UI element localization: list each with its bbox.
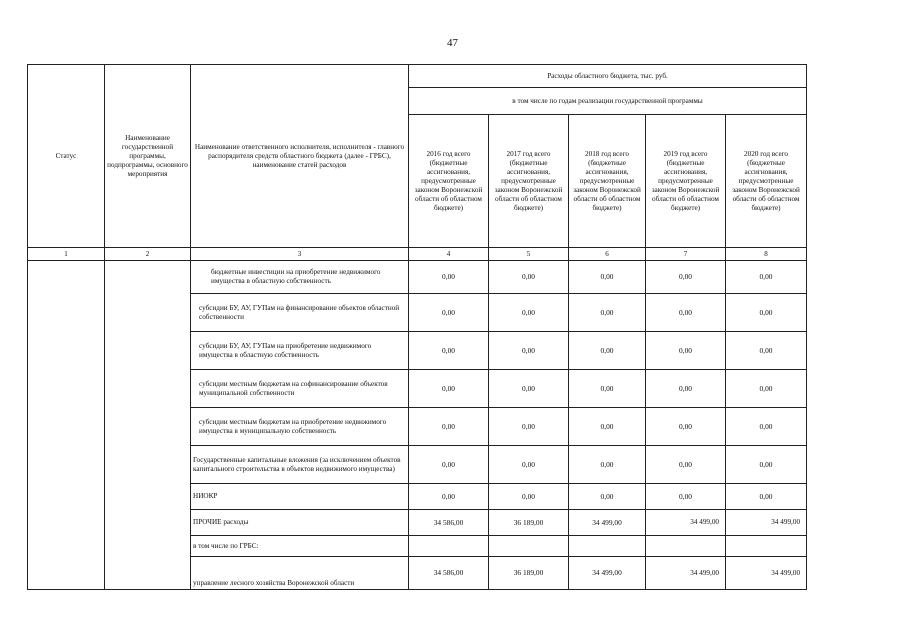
value-2020: 0,00 [726, 332, 807, 370]
header-executor: Наименование ответственного исполнителя, исполнителя - главного распорядителя средств областного бюджета (далее - ГРБС), наименование статей расходов [191, 65, 409, 248]
row-label: Государственные капитальные вложения (за исключением объектов капитального строительства в объектов недвижимого имущества) [191, 446, 409, 484]
value-2016: 34 586,00 [409, 510, 489, 536]
value-2020: 0,00 [726, 484, 807, 510]
header-year-2018: 2018 год всего (бюджетные ассигнования, предусмотренные законом Воронежской области об областном бюджете) [569, 115, 646, 248]
header-year-2017: 2017 год всего (бюджетные ассигнования, предусмотренные законом Воронежской области об областном бюджете) [489, 115, 569, 248]
header-expenses: Расходы областного бюджета, тыс. руб. [409, 65, 807, 88]
value-2019: 34 499,00 [646, 557, 726, 590]
value-2018: 0,00 [569, 408, 646, 446]
column-number-row [28, 248, 807, 261]
value-2019: 0,00 [646, 261, 726, 294]
value-2016: 0,00 [409, 484, 489, 510]
value-2017: 0,00 [489, 261, 569, 294]
value-2020: 0,00 [726, 446, 807, 484]
column-number: 5 [489, 248, 569, 261]
value-2019: 0,00 [646, 370, 726, 408]
value-2019: 0,00 [646, 446, 726, 484]
row-label: субсидии БУ, АУ, ГУПам на финансирование объектов областной собственности [191, 294, 409, 332]
row-label: бюджетные инвестиции на приобретение недвижимого имущества в областную собственность [191, 261, 409, 294]
value-2017: 36 189,00 [489, 510, 569, 536]
column-number: 3 [191, 248, 409, 261]
value-2018: 0,00 [569, 446, 646, 484]
value-2020: 34 499,00 [726, 557, 807, 590]
row-label: управление лесного хозяйства Воронежской области [191, 557, 409, 590]
value-2020: 0,00 [726, 370, 807, 408]
row-label: субсидии местным бюджетам на софинансирование объектов муниципальной собственности [191, 370, 409, 408]
row-label: в том числе по ГРБС: [191, 536, 409, 557]
column-number: 2 [105, 248, 191, 261]
value-2017: 0,00 [489, 370, 569, 408]
value-2016: 0,00 [409, 261, 489, 294]
value-2017: 36 189,00 [489, 557, 569, 590]
value-2020 [726, 536, 807, 557]
value-2017: 0,00 [489, 294, 569, 332]
value-2016: 34 586,00 [409, 557, 489, 590]
page-number: 47 [447, 37, 458, 49]
row-label: ПРОЧИЕ расходы [191, 510, 409, 536]
value-2019: 34 499,00 [646, 510, 726, 536]
column-number: 7 [646, 248, 726, 261]
value-2016: 0,00 [409, 408, 489, 446]
status-cell [28, 261, 105, 590]
value-2019: 0,00 [646, 408, 726, 446]
value-2020: 0,00 [726, 408, 807, 446]
value-2018: 0,00 [569, 332, 646, 370]
column-number: 6 [569, 248, 646, 261]
value-2016: 0,00 [409, 332, 489, 370]
program-cell [105, 261, 191, 590]
value-2016: 0,00 [409, 294, 489, 332]
value-2019: 0,00 [646, 294, 726, 332]
value-2019 [646, 536, 726, 557]
value-2018: 0,00 [569, 370, 646, 408]
row-label: НИОКР [191, 484, 409, 510]
column-number: 4 [409, 248, 489, 261]
value-2018: 0,00 [569, 261, 646, 294]
column-number: 1 [28, 248, 105, 261]
value-2017: 0,00 [489, 484, 569, 510]
header-year-2019: 2019 год всего (бюджетные ассигнования, предусмотренные законом Воронежской области об областном бюджете) [646, 115, 726, 248]
value-2019: 0,00 [646, 332, 726, 370]
row-label: субсидии БУ, АУ, ГУПам на приобретение недвижимого имущества в областную собственность [191, 332, 409, 370]
header-status: Статус [28, 65, 105, 248]
header-by-years: в том числе по годам реализации государственной программы [409, 88, 807, 115]
value-2020: 34 499,00 [726, 510, 807, 536]
value-2020: 0,00 [726, 261, 807, 294]
header-year-2020: 2020 год всего (бюджетные ассигнования, предусмотренные законом Воронежской области об областном бюджете) [726, 115, 807, 248]
column-number: 8 [726, 248, 807, 261]
value-2019: 0,00 [646, 484, 726, 510]
value-2018: 34 499,00 [569, 510, 646, 536]
value-2018 [569, 536, 646, 557]
row-label: субсидии местным бюджетам на приобретение недвижимого имущества в муниципальную собственность [191, 408, 409, 446]
value-2016: 0,00 [409, 446, 489, 484]
header-year-2016: 2016 год всего (бюджетные ассигнования, предусмотренные законом Воронежской области об областном бюджете) [409, 115, 489, 248]
value-2018: 0,00 [569, 294, 646, 332]
value-2017: 0,00 [489, 332, 569, 370]
value-2017: 0,00 [489, 446, 569, 484]
value-2018: 34 499,00 [569, 557, 646, 590]
header-program-name: Наименование государственной программы, подпрограммы, основного мероприятия [105, 65, 191, 248]
value-2016 [409, 536, 489, 557]
value-2020: 0,00 [726, 294, 807, 332]
table-row [28, 261, 807, 294]
value-2017 [489, 536, 569, 557]
value-2018: 0,00 [569, 484, 646, 510]
value-2016: 0,00 [409, 370, 489, 408]
budget-table [27, 64, 807, 590]
value-2017: 0,00 [489, 408, 569, 446]
